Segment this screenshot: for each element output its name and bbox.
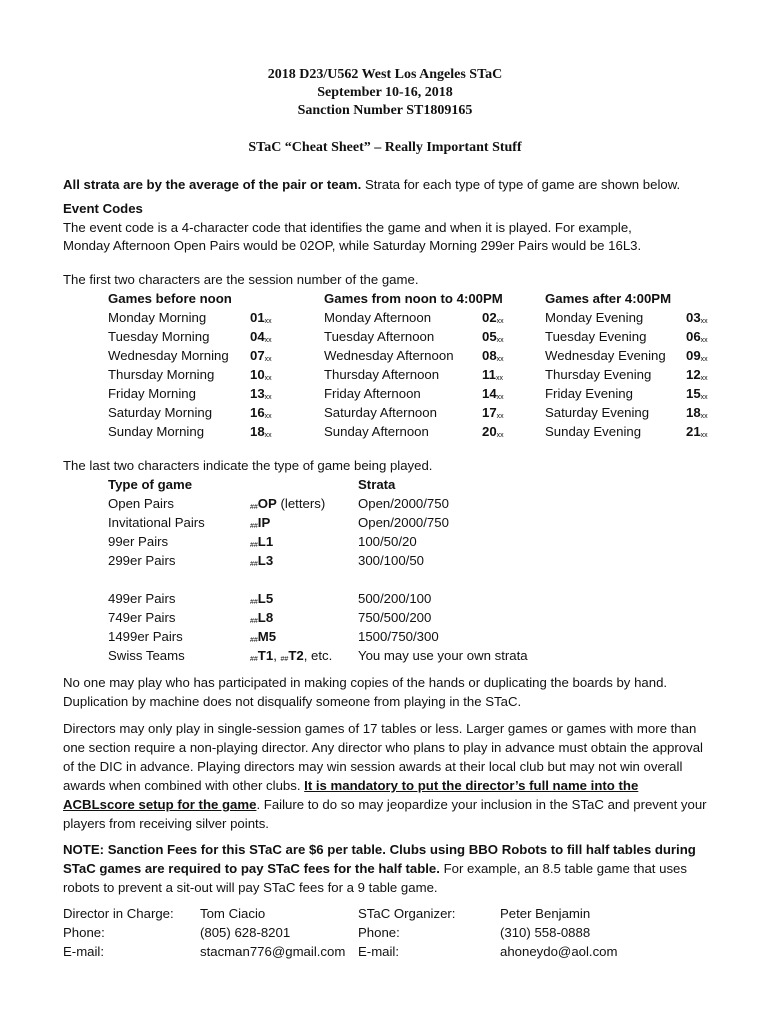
session-code	[250, 386, 272, 406]
game-type-name: 99er Pairs	[108, 534, 169, 549]
organizer-email: ahoneydo@aol.com	[500, 944, 618, 959]
session-code-suffix: xx	[496, 413, 504, 420]
game-type-strata: Open/2000/750	[358, 496, 449, 511]
session-code-number: 03	[686, 310, 701, 325]
session-day: Thursday Afternoon	[324, 367, 440, 382]
session-code	[482, 329, 504, 349]
dic-name: Tom Ciacio	[200, 906, 266, 921]
session-code-suffix: xx	[700, 413, 708, 420]
session-code-number: 21	[686, 424, 701, 439]
session-code-number: 14	[482, 386, 497, 401]
header-line-2: September 10-16, 2018	[317, 85, 453, 100]
game-code-prefix: ##	[250, 561, 258, 568]
directors-paragraph	[63, 719, 708, 833]
session-code	[250, 329, 272, 349]
intro-rest: Strata for each type of type of game are shown below.	[361, 177, 681, 192]
session-code-suffix: xx	[264, 356, 272, 363]
session-day: Wednesday Morning	[108, 348, 229, 363]
swiss-code-2: T2	[288, 648, 304, 663]
session-code-suffix: xx	[264, 432, 272, 439]
session-intro: The first two characters are the session number of the game.	[63, 272, 419, 287]
session-code-number: 16	[250, 405, 265, 420]
game-code-extra: (letters)	[276, 496, 326, 511]
note-rest: For example, an 8.5 table game that uses robots to prevent a sit-out will pay STaC fees for a 9 table game.	[63, 861, 687, 895]
session-code	[686, 424, 708, 444]
session-day: Monday Morning	[108, 310, 207, 325]
game-code-letters: L3	[257, 553, 274, 568]
game-type-strata: 500/200/100	[358, 591, 432, 606]
game-type-code	[250, 553, 273, 573]
session-code-number: 05	[482, 329, 497, 344]
game-code-letters: OP	[257, 496, 277, 511]
game-code-prefix: ##	[250, 599, 258, 606]
session-day: Sunday Afternoon	[324, 424, 429, 439]
session-code	[686, 329, 708, 349]
organizer-phone-label: Phone:	[358, 925, 400, 940]
directors-text-a: Directors may only play in single-session games of 17 tables or less. Larger games or games with more than one section require a non-playing director. Any director who plans to play in advance must obtain the approval of the DIC in advance. Playing directors may win session awards at their local club but may not win overall awards when combined with other clubs.	[63, 721, 703, 793]
session-code	[250, 405, 272, 425]
session-code-number: 18	[250, 424, 265, 439]
session-day: Tuesday Morning	[108, 329, 210, 344]
session-code-suffix: xx	[264, 337, 272, 344]
header-line-3: Sanction Number ST1809165	[297, 103, 473, 118]
session-day: Saturday Morning	[108, 405, 213, 420]
session-day: Friday Afternoon	[324, 386, 421, 401]
session-day: Friday Evening	[545, 386, 633, 401]
session-code	[686, 405, 708, 425]
session-code-number: 02	[482, 310, 497, 325]
session-code	[482, 310, 504, 330]
game-code-letters: L1	[257, 534, 274, 549]
note-paragraph	[63, 840, 708, 897]
session-code-suffix: xx	[496, 356, 504, 363]
session-code-number: 08	[482, 348, 497, 363]
game-type-strata: 300/100/50	[358, 553, 425, 568]
session-code-number: 10	[250, 367, 265, 382]
session-code-suffix: xx	[700, 318, 708, 325]
session-code	[686, 310, 708, 330]
session-day: Saturday Afternoon	[324, 405, 437, 420]
session-code-number: 20	[482, 424, 497, 439]
dic-email-label: E-mail:	[63, 944, 105, 959]
session-day: Tuesday Afternoon	[324, 329, 435, 344]
session-code	[686, 367, 708, 387]
organizer-name: Peter Benjamin	[500, 906, 591, 921]
game-code-prefix: ##	[250, 637, 258, 644]
session-code	[250, 424, 272, 444]
game-type-name: 749er Pairs	[108, 610, 176, 625]
game-type-name: Open Pairs	[108, 496, 174, 511]
session-column-heading: Games from noon to 4:00PM	[324, 291, 503, 306]
event-codes-heading: Event Codes	[63, 201, 143, 216]
session-code-number: 07	[250, 348, 265, 363]
session-code	[250, 367, 272, 387]
session-code	[482, 348, 504, 368]
game-type-strata: Open/2000/750	[358, 515, 449, 530]
game-code-prefix: ##	[250, 542, 258, 549]
game-code-letters: L5	[257, 591, 274, 606]
session-day: Saturday Evening	[545, 405, 650, 420]
session-day: Thursday Evening	[545, 367, 652, 382]
session-code-suffix: xx	[700, 394, 708, 401]
session-code-number: 01	[250, 310, 265, 325]
session-code-number: 13	[250, 386, 265, 401]
organizer-email-label: E-mail:	[358, 944, 400, 959]
session-code-number: 12	[686, 367, 701, 382]
game-type-code	[250, 496, 325, 516]
strata-heading: Strata	[358, 477, 396, 492]
duplication-paragraph: No one may play who has participated in making copies of the hands or duplicating the boards by hand. Duplication by machine does not disqualify someone from playing in the STaC.	[63, 675, 668, 709]
session-day: Monday Afternoon	[324, 310, 432, 325]
session-code-suffix: xx	[264, 413, 272, 420]
session-day: Sunday Morning	[108, 424, 205, 439]
game-type-name: 1499er Pairs	[108, 629, 183, 644]
session-code	[250, 348, 272, 368]
session-code	[482, 405, 504, 425]
session-code-suffix: xx	[496, 337, 504, 344]
session-code-suffix: xx	[264, 318, 272, 325]
dic-phone-label: Phone:	[63, 925, 105, 940]
session-code-suffix: xx	[700, 356, 708, 363]
session-code-number: 09	[686, 348, 701, 363]
directors-mandatory: It is mandatory to put the director’s full name into the ACBLscore setup for the game	[63, 778, 639, 812]
session-code-suffix: xx	[496, 432, 504, 439]
session-code-number: 11	[482, 367, 496, 382]
dic-email: stacman776@gmail.com	[200, 944, 346, 959]
session-code-number: 17	[482, 405, 497, 420]
game-type-name: 499er Pairs	[108, 591, 176, 606]
swiss-strata: You may use your own strata	[358, 648, 528, 663]
organizer-label: STaC Organizer:	[358, 906, 456, 921]
swiss-prefix-1: ##	[250, 656, 258, 663]
dic-phone: (805) 628-8201	[200, 925, 291, 940]
session-code	[482, 424, 504, 444]
session-day: Thursday Morning	[108, 367, 215, 382]
session-code-suffix: xx	[700, 337, 708, 344]
game-type-code	[250, 534, 273, 554]
game-code-prefix: ##	[250, 523, 258, 530]
session-code-suffix: xx	[495, 375, 503, 382]
swiss-sep: ,	[273, 648, 281, 663]
session-code	[482, 386, 504, 406]
session-column-heading: Games before noon	[108, 291, 232, 306]
game-type-strata: 1500/750/300	[358, 629, 439, 644]
session-code-suffix: xx	[264, 394, 272, 401]
game-type-code	[250, 515, 270, 535]
game-type-code	[250, 610, 273, 630]
intro-line	[63, 177, 680, 193]
session-code-number: 06	[686, 329, 701, 344]
session-day: Wednesday Evening	[545, 348, 666, 363]
swiss-prefix-2: ##	[280, 656, 289, 663]
session-code-suffix: xx	[496, 318, 504, 325]
session-day: Monday Evening	[545, 310, 644, 325]
session-code	[686, 386, 708, 406]
game-type-strata: 750/500/200	[358, 610, 432, 625]
event-codes-line-2: Monday Afternoon Open Pairs would be 02OP, while Saturday Morning 299er Pairs would be 16L3.	[63, 238, 642, 253]
session-code-number: 04	[250, 329, 265, 344]
game-code-letters: L8	[257, 610, 274, 625]
swiss-code-1: T1	[257, 648, 274, 663]
note-bold: NOTE: Sanction Fees for this STaC are $6 per table. Clubs using BBO Robots to fill half tables during STaC games are required to pay STaC fees for the half table.	[63, 842, 696, 876]
session-code-number: 15	[686, 386, 701, 401]
dic-label: Director in Charge:	[63, 906, 174, 921]
subtitle: STaC “Cheat Sheet” – Really Important Stuff	[248, 140, 522, 155]
session-code	[686, 348, 708, 368]
session-code-number: 18	[686, 405, 701, 420]
session-code	[250, 310, 272, 330]
game-code-prefix: ##	[250, 504, 258, 511]
swiss-name: Swiss Teams	[108, 648, 185, 663]
session-column-heading: Games after 4:00PM	[545, 291, 672, 306]
game-type-code	[250, 629, 276, 649]
session-code-suffix: xx	[264, 375, 272, 382]
event-codes-line-1: The event code is a 4-character code that identifies the game and when it is played. For example,	[63, 220, 632, 235]
session-code-suffix: xx	[496, 394, 504, 401]
game-type-name: Invitational Pairs	[108, 515, 205, 530]
session-day: Friday Morning	[108, 386, 196, 401]
session-code-suffix: xx	[700, 432, 708, 439]
session-code-suffix: xx	[700, 375, 708, 382]
game-code-letters: IP	[257, 515, 271, 530]
game-type-strata: 100/50/20	[358, 534, 417, 549]
organizer-phone: (310) 558-0888	[500, 925, 591, 940]
intro-bold: All strata are by the average of the pair or team.	[63, 177, 362, 192]
header-line-1: 2018 D23/U562 West Los Angeles STaC	[267, 67, 503, 82]
session-day: Tuesday Evening	[545, 329, 647, 344]
game-code-letters: M5	[257, 629, 277, 644]
game-type-code	[250, 591, 273, 611]
game-types-intro: The last two characters indicate the type of game being played.	[63, 458, 433, 473]
game-type-name: 299er Pairs	[108, 553, 176, 568]
swiss-tail: , etc.	[303, 648, 333, 663]
directors-text-b: . Failure to do so may jeopardize your inclusion in the STaC and prevent your players from receiving silver points.	[63, 797, 707, 831]
session-day: Wednesday Afternoon	[324, 348, 454, 363]
session-code	[482, 367, 503, 387]
game-code-prefix: ##	[250, 618, 258, 625]
session-day: Sunday Evening	[545, 424, 642, 439]
swiss-code	[250, 648, 332, 668]
game-type-heading: Type of game	[108, 477, 193, 492]
